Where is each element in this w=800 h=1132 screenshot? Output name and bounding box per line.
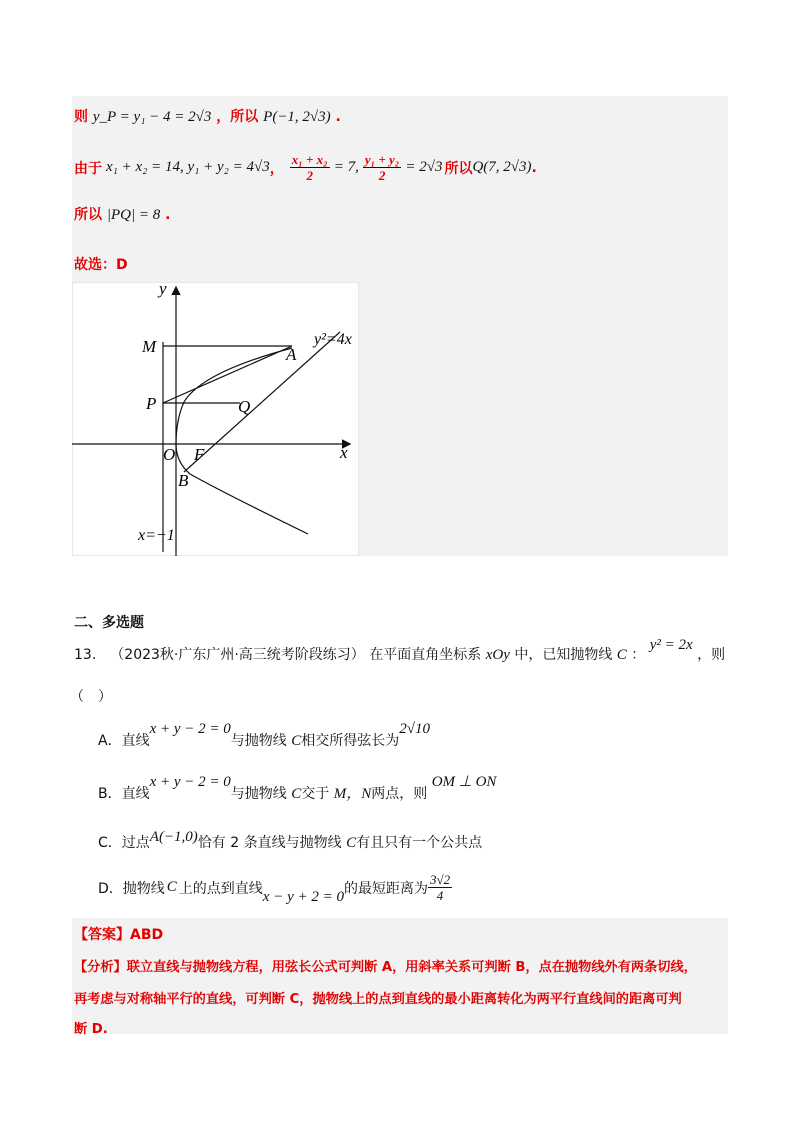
solution-line-3 bbox=[74, 204, 170, 224]
option-d-label: D．抛物线 bbox=[98, 880, 165, 897]
point-p-label: P bbox=[146, 394, 157, 413]
solution-line-1 bbox=[74, 106, 341, 126]
option-a-text: 与抛物线 bbox=[230, 733, 287, 749]
solution-line2-expr: x₁ + x₂ = 14, y₁ + y₂ = 4√3 bbox=[106, 159, 270, 175]
solution-line2-frac2 bbox=[363, 152, 402, 183]
option-b-text2: 交于 bbox=[301, 786, 330, 802]
answer-line: 【答案】ABD bbox=[74, 927, 164, 943]
option-b-label: B．直线 bbox=[98, 786, 150, 802]
option-b-mn: M，N bbox=[333, 786, 372, 802]
solution-line3-prefix: 所以 bbox=[74, 207, 102, 223]
point-a-label: A bbox=[286, 345, 297, 364]
option-d-frac-den: 4 bbox=[436, 888, 444, 903]
question-stem-colon: ： bbox=[631, 647, 646, 663]
option-a-value: 2√10 bbox=[399, 721, 430, 737]
option-c-label: C．过点 bbox=[98, 835, 150, 851]
analysis-line-3: 断 D. bbox=[74, 1022, 108, 1037]
question-stem-c: C bbox=[616, 647, 627, 663]
question-bracket: （ ） bbox=[70, 689, 112, 705]
option-a-text2: 相交所得弦长为 bbox=[301, 733, 400, 749]
option-a-label: A．直线 bbox=[98, 733, 150, 749]
option-c-c: C bbox=[346, 835, 357, 851]
point-f-label: F bbox=[194, 445, 205, 464]
question-stem-text2: 中，已知抛物线 bbox=[514, 647, 613, 663]
option-b-value: OM ⊥ ON bbox=[431, 774, 497, 790]
solution-line2-val1: = 7, bbox=[333, 159, 359, 175]
analysis-line-1: 【分析】联立直线与抛物线方程，用弦长公式可判断 A，用斜率关系可判断 B，点在抛物线外有两条切线， bbox=[74, 960, 697, 975]
option-b-text3: 两点，则 bbox=[371, 786, 428, 802]
point-b-label: B bbox=[178, 471, 189, 490]
frac1-denominator: 2 bbox=[306, 168, 313, 183]
point-m-label: M bbox=[142, 337, 157, 356]
option-c[interactable] bbox=[98, 829, 483, 852]
answer-block bbox=[72, 918, 728, 1034]
solution-line3-end: . bbox=[165, 207, 171, 223]
solution-line2-end: . bbox=[531, 159, 537, 176]
frac1-numerator: x₁ + x₂ bbox=[291, 152, 328, 167]
solution-answer: 故选：D bbox=[74, 257, 128, 273]
question-stem-var: xOy bbox=[485, 647, 510, 663]
solution-line2-point: Q(7, 2√3) bbox=[472, 159, 532, 175]
solution-line1-mid: ，所以 bbox=[216, 109, 259, 125]
solution-line1-expr: y_P = y₁ − 4 = 2√3 bbox=[92, 109, 212, 125]
question-source: （2023秋·广东广州·高三统考阶段练习） bbox=[110, 647, 365, 663]
option-b-expr: x + y − 2 = 0 bbox=[149, 774, 231, 790]
point-q-label: Q bbox=[238, 397, 251, 416]
x-axis-label: x bbox=[340, 443, 348, 462]
question-number: 13． bbox=[74, 647, 106, 663]
question-stem-end: ，则 bbox=[697, 647, 726, 663]
option-a-expr: x + y − 2 = 0 bbox=[149, 721, 231, 737]
option-d-frac-num: 3√2 bbox=[429, 872, 451, 887]
option-d-frac bbox=[428, 872, 452, 903]
question-stem bbox=[74, 637, 726, 664]
solution-line2-val2: = 2√3 bbox=[405, 159, 443, 175]
option-a-c: C bbox=[291, 733, 302, 749]
solution-line3-expr: |PQ| = 8 bbox=[106, 207, 161, 223]
solution-line2-frac1 bbox=[290, 152, 330, 183]
option-b[interactable] bbox=[98, 774, 497, 803]
curve-label: y²=4x bbox=[314, 331, 352, 348]
solution-line-2 bbox=[74, 152, 537, 183]
option-d-expr: x − y + 2 = 0 bbox=[262, 889, 344, 905]
solution-line2-sep: ， bbox=[269, 160, 284, 177]
analysis-line-2: 再考虑与对称轴平行的直线，可判断 C，抛物线上的点到直线的最小距离转化为两平行直线间的距离可判 bbox=[74, 992, 682, 1007]
question-stem-text: 在平面直角坐标系 bbox=[369, 647, 482, 663]
section-title: 二、多选题 bbox=[74, 615, 144, 631]
point-o-label: O bbox=[163, 445, 176, 464]
option-b-text: 与抛物线 bbox=[230, 786, 287, 802]
directrix-label: x=−1 bbox=[138, 527, 175, 544]
solution-line1-point: P(−1, 2√3) bbox=[263, 109, 331, 125]
frac2-numerator: y₁ + y₂ bbox=[364, 152, 400, 167]
option-d-text: 上的点到直线 bbox=[178, 880, 263, 897]
option-d-c: C bbox=[166, 879, 177, 895]
solution-line2-prefix: 由于 bbox=[74, 160, 102, 177]
option-a[interactable] bbox=[98, 721, 430, 750]
frac2-denominator: 2 bbox=[378, 168, 386, 183]
option-d-text2: 的最短距离为 bbox=[343, 880, 428, 897]
option-c-text2: 有且只有一个公共点 bbox=[356, 835, 483, 851]
solution-line2-mid: 所以 bbox=[444, 160, 473, 177]
question-parabola: y² = 2x bbox=[649, 637, 693, 653]
parabola-figure bbox=[72, 282, 359, 556]
option-c-text: 恰有 2 条直线与抛物线 bbox=[197, 835, 342, 851]
solution-line1-end: . bbox=[335, 109, 341, 125]
option-c-expr: A(−1,0) bbox=[149, 829, 198, 845]
solution-line1-prefix: 则 bbox=[74, 109, 88, 125]
option-b-c: C bbox=[291, 786, 302, 802]
option-d[interactable] bbox=[98, 872, 452, 903]
y-axis-label: y bbox=[159, 282, 167, 298]
